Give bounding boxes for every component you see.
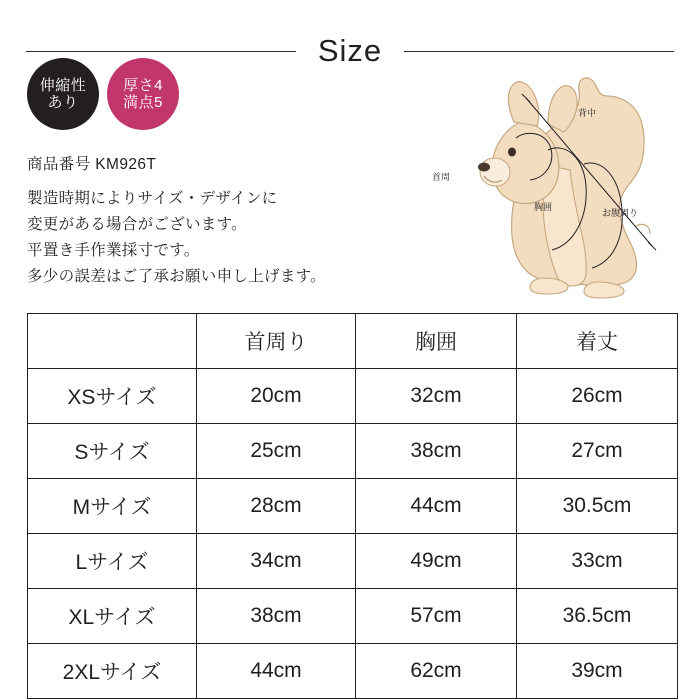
row-length-value: 30.5cm xyxy=(517,479,678,534)
table-row xyxy=(28,479,678,534)
dog-measurement-diagram xyxy=(398,46,688,301)
label-back: 背中 xyxy=(578,108,597,118)
stretch-badge-line2: あり xyxy=(47,94,79,111)
table-row xyxy=(28,424,678,479)
table-row xyxy=(28,534,678,589)
row-size-label: Lサイズ xyxy=(28,534,197,589)
note-line: 多少の誤差はご了承お願い申し上げます。 xyxy=(27,268,326,286)
row-neck-value: 44cm xyxy=(197,644,356,699)
note-line: 変更がある場合がございます。 xyxy=(27,216,247,234)
row-length-value: 39cm xyxy=(517,644,678,699)
row-length-value: 27cm xyxy=(517,424,678,479)
row-size-label: 2XLサイズ xyxy=(28,644,197,699)
table-row xyxy=(28,644,678,699)
row-chest-value: 49cm xyxy=(356,534,517,589)
dog-illustration xyxy=(478,78,650,298)
badge-group xyxy=(27,58,179,130)
note-line: 平置き手作業採寸です。 xyxy=(27,242,200,260)
header-rule-left xyxy=(26,51,296,52)
page-title: Size xyxy=(317,33,383,68)
table-row xyxy=(28,589,678,644)
row-neck-value: 34cm xyxy=(197,534,356,589)
table-header-cell-neck: 首周り xyxy=(197,314,356,369)
row-chest-value: 44cm xyxy=(356,479,517,534)
label-chest: 胸囲 xyxy=(534,202,553,212)
row-length-value: 36.5cm xyxy=(517,589,678,644)
row-chest-value: 38cm xyxy=(356,424,517,479)
row-neck-value: 38cm xyxy=(197,589,356,644)
row-size-label: Mサイズ xyxy=(28,479,197,534)
table-header-cell-chest: 胸囲 xyxy=(356,314,517,369)
row-neck-value: 20cm xyxy=(197,369,356,424)
thickness-badge-line2: 満点5 xyxy=(123,94,163,111)
row-neck-value: 28cm xyxy=(197,479,356,534)
thickness-badge xyxy=(107,58,179,130)
stretch-badge xyxy=(27,58,99,130)
row-length-value: 33cm xyxy=(517,534,678,589)
table-row xyxy=(28,369,678,424)
product-number: 商品番号 KM926T xyxy=(27,156,157,173)
row-length-value: 26cm xyxy=(517,369,678,424)
table-header-row xyxy=(28,314,678,369)
size-table xyxy=(27,313,678,699)
label-neck: 首周 xyxy=(432,172,451,182)
row-neck-value: 25cm xyxy=(197,424,356,479)
row-size-label: XLサイズ xyxy=(28,589,197,644)
label-belly: お腹周り xyxy=(602,208,639,218)
row-size-label: XSサイズ xyxy=(28,369,197,424)
stretch-badge-line1: 伸縮性 xyxy=(39,76,87,94)
row-size-label: Sサイズ xyxy=(28,424,197,479)
thickness-badge-line1: 厚さ4 xyxy=(123,76,163,94)
row-chest-value: 62cm xyxy=(356,644,517,699)
row-chest-value: 57cm xyxy=(356,589,517,644)
row-chest-value: 32cm xyxy=(356,369,517,424)
table-header-cell-length: 着丈 xyxy=(517,314,678,369)
notes-block xyxy=(27,186,326,290)
note-line: 製造時期によりサイズ・デザインに xyxy=(27,190,278,207)
table-header-cell-size xyxy=(28,314,197,369)
